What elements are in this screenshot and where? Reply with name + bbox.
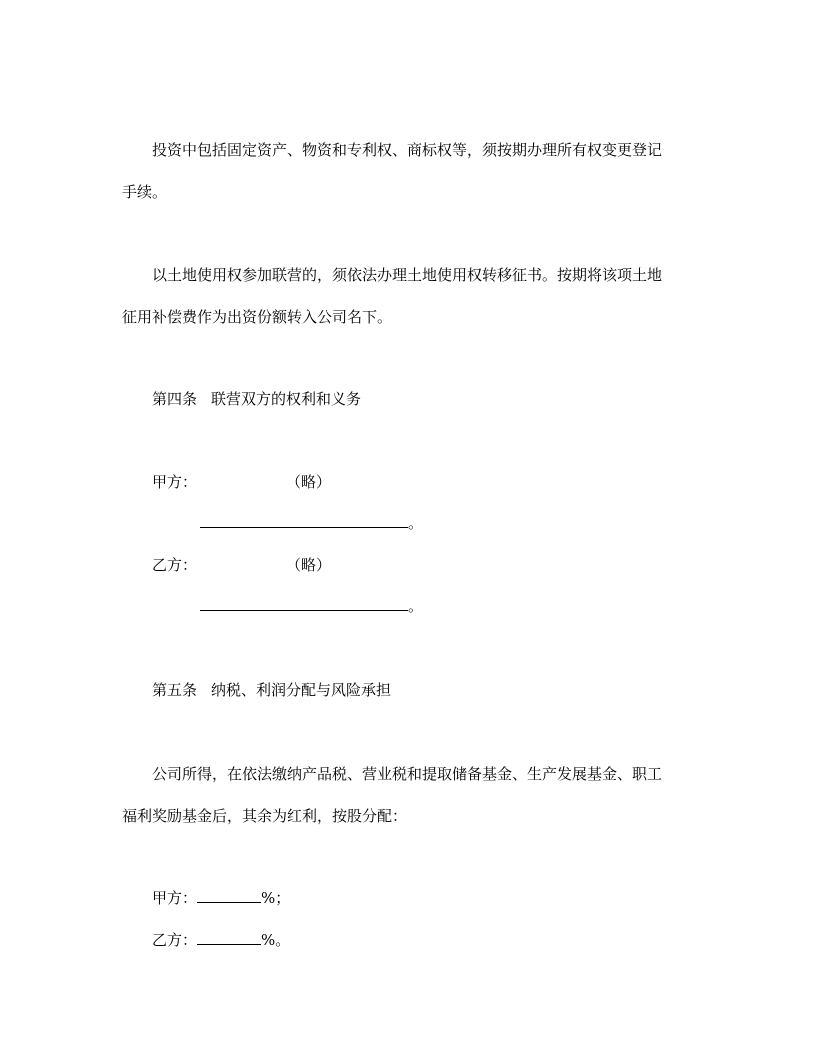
share-party-a-blank — [197, 888, 261, 903]
party-b-blank-row — [200, 596, 423, 616]
share-party-a-suffix: %； — [261, 889, 291, 907]
article-4-heading — [152, 389, 361, 409]
share-party-b-label: 乙方： — [152, 931, 198, 949]
party-a-label: 甲方： — [152, 473, 198, 491]
share-party-b-row — [152, 930, 290, 950]
paragraph-assets-line-1: 投资中包括固定资产、物资和专利权、商标权等，须按期办理所有权变更登记 — [152, 141, 663, 159]
paragraph-profit-line-2: 福利奖励基金后，其余为红利，按股分配： — [122, 807, 408, 825]
article-5-title: 纳税、利润分配与风险承担 — [211, 681, 392, 699]
article-5-number: 第五条 — [152, 681, 198, 699]
paragraph-land-line-2: 征用补偿费作为出资份额转入公司名下。 — [122, 308, 393, 326]
party-a-blank-row — [200, 513, 423, 533]
party-b-blank-end: 。 — [408, 597, 424, 615]
article-4-title: 联营双方的权利和义务 — [211, 390, 362, 408]
party-a-blank — [200, 513, 408, 528]
paragraph-assets-line-2: 手续。 — [122, 183, 168, 201]
share-party-b-suffix: %。 — [261, 931, 291, 949]
share-party-a-label: 甲方： — [152, 889, 198, 907]
party-a-row — [152, 472, 331, 492]
article-5-heading — [152, 680, 391, 700]
share-party-b-blank — [197, 930, 261, 945]
party-b-row — [152, 555, 331, 575]
paragraph-land-line-1: 以土地使用权参加联营的，须依法办理土地使用权转移征书。按期将该项土地 — [152, 266, 663, 284]
party-a-blank-end: 。 — [408, 514, 424, 532]
party-a-note: （略） — [286, 473, 332, 491]
share-party-a-row — [152, 888, 290, 908]
party-b-label: 乙方： — [152, 556, 198, 574]
paragraph-profit-line-1: 公司所得，在依法缴纳产品税、营业税和提取储备基金、生产发展基金、职工 — [152, 765, 663, 783]
party-b-blank — [200, 596, 408, 611]
party-b-note: （略） — [286, 556, 332, 574]
article-4-number: 第四条 — [152, 390, 198, 408]
